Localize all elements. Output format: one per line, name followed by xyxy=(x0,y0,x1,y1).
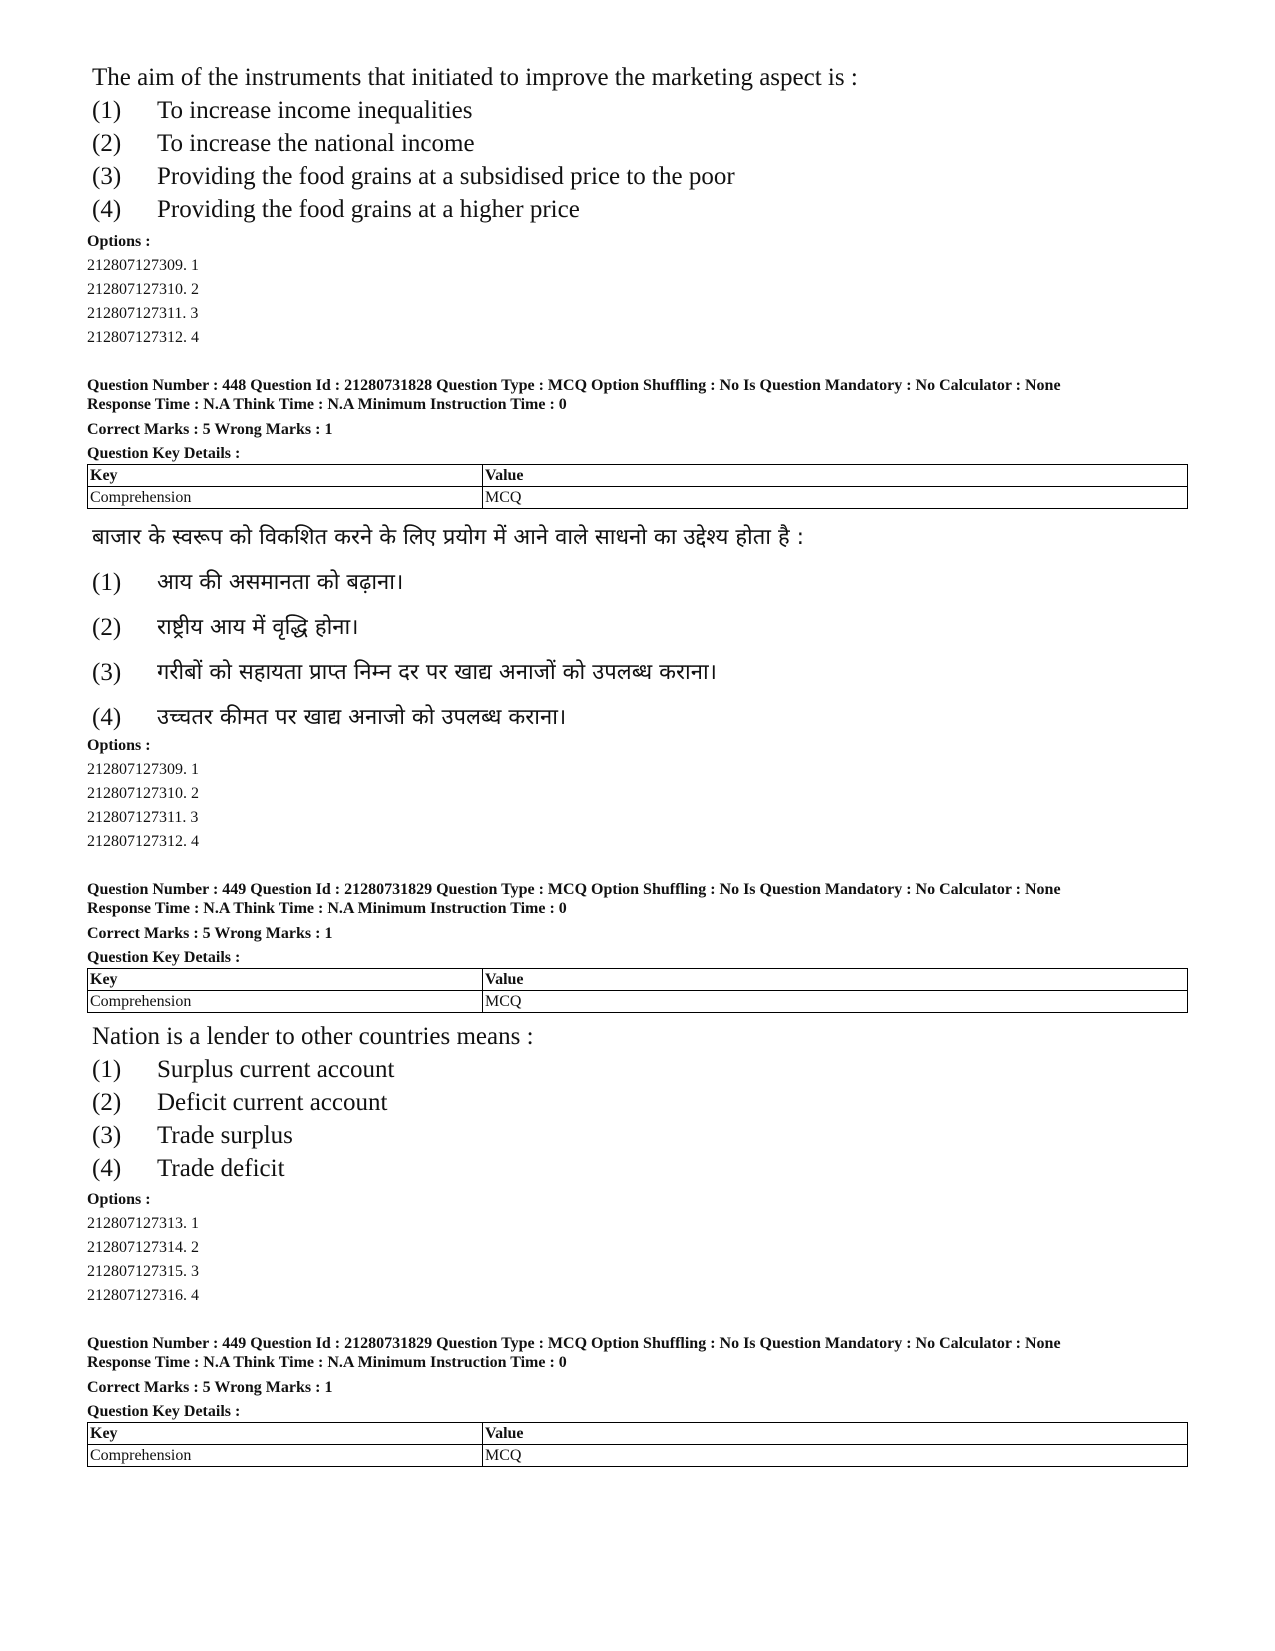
option-text: To increase income inequalities xyxy=(157,97,473,124)
option-id: 212807127309. 1 xyxy=(87,257,199,274)
option-text: Trade deficit xyxy=(157,1155,285,1182)
option-id: 212807127311. 3 xyxy=(87,809,199,826)
table-header-row xyxy=(88,1423,1188,1445)
answer-option xyxy=(92,193,1192,226)
table-header-key: Key xyxy=(88,465,483,487)
option-text: उच्चतर कीमत पर खाद्य अनाजो को उपलब्ध कराना। xyxy=(157,705,567,730)
marks-line: Correct Marks : 5 Wrong Marks : 1 xyxy=(87,925,333,942)
table-header-value: Value xyxy=(483,465,1188,487)
table-cell-value: MCQ xyxy=(483,487,1188,509)
option-text: Providing the food grains at a subsidised price to the poor xyxy=(157,163,735,190)
option-text: Surplus current account xyxy=(157,1056,395,1083)
key-details-table xyxy=(87,1422,1188,1467)
answer-option xyxy=(92,1053,1192,1086)
table-header-key: Key xyxy=(88,1423,483,1445)
option-number: (4) xyxy=(92,196,122,223)
table-cell-key: Comprehension xyxy=(88,991,483,1013)
option-number: (1) xyxy=(92,97,122,124)
option-number: (4) xyxy=(92,1155,122,1182)
question-text: The aim of the instruments that initiated to improve the marketing aspect is : xyxy=(92,64,858,91)
answer-option xyxy=(92,650,1192,695)
answer-option xyxy=(92,127,1192,160)
options-list xyxy=(87,1188,199,1308)
table-cell-key: Comprehension xyxy=(88,1445,483,1467)
option-text: To increase the national income xyxy=(157,130,475,157)
table-row xyxy=(88,487,1188,509)
question-block xyxy=(92,61,1192,226)
option-number: (2) xyxy=(92,614,122,641)
meta-line: Response Time : N.A Think Time : N.A Minimum Instruction Time : 0 xyxy=(87,396,567,413)
table-header-key: Key xyxy=(88,969,483,991)
marks-line: Correct Marks : 5 Wrong Marks : 1 xyxy=(87,1379,333,1396)
marks-line: Correct Marks : 5 Wrong Marks : 1 xyxy=(87,421,333,438)
option-number: (3) xyxy=(92,659,122,686)
option-number: (1) xyxy=(92,1056,122,1083)
option-text: आय की असमानता को बढ़ाना। xyxy=(157,570,404,595)
question-meta xyxy=(87,1334,1197,1424)
option-number: (3) xyxy=(92,1122,122,1149)
option-number: (4) xyxy=(92,704,122,731)
answer-option xyxy=(92,94,1192,127)
key-details-label: Question Key Details : xyxy=(87,445,241,462)
table-header-row xyxy=(88,465,1188,487)
table-row xyxy=(88,1445,1188,1467)
question-meta xyxy=(87,880,1197,970)
answer-option xyxy=(92,1119,1192,1152)
option-number: (3) xyxy=(92,163,122,190)
meta-line: Response Time : N.A Think Time : N.A Minimum Instruction Time : 0 xyxy=(87,900,567,917)
option-id: 212807127314. 2 xyxy=(87,1239,199,1256)
options-label: Options : xyxy=(87,1191,151,1208)
option-id: 212807127310. 2 xyxy=(87,281,199,298)
options-list xyxy=(87,230,199,350)
table-cell-key: Comprehension xyxy=(88,487,483,509)
question-text: बाजार के स्वरूप को विकशित करने के लिए प्रयोग में आने वाले साधनो का उद्देश्य होता है : xyxy=(92,525,805,550)
table-cell-value: MCQ xyxy=(483,991,1188,1013)
question-block xyxy=(92,1020,1192,1185)
question-meta xyxy=(87,376,1197,466)
option-id: 212807127313. 1 xyxy=(87,1215,199,1232)
options-label: Options : xyxy=(87,737,151,754)
option-text: राष्ट्रीय आय में वृद्धि होना। xyxy=(157,615,359,640)
option-id: 212807127312. 4 xyxy=(87,329,199,346)
table-header-value: Value xyxy=(483,969,1188,991)
option-text: Deficit current account xyxy=(157,1089,388,1116)
key-details-table xyxy=(87,968,1188,1013)
key-details-label: Question Key Details : xyxy=(87,1403,241,1420)
option-id: 212807127312. 4 xyxy=(87,833,199,850)
option-text: Trade surplus xyxy=(157,1122,293,1149)
table-cell-value: MCQ xyxy=(483,1445,1188,1467)
option-id: 212807127311. 3 xyxy=(87,305,199,322)
option-id: 212807127316. 4 xyxy=(87,1287,199,1304)
option-id: 212807127315. 3 xyxy=(87,1263,199,1280)
table-row xyxy=(88,991,1188,1013)
answer-option xyxy=(92,560,1192,605)
table-header-value: Value xyxy=(483,1423,1188,1445)
option-number: (2) xyxy=(92,130,122,157)
option-id: 212807127309. 1 xyxy=(87,761,199,778)
meta-line: Question Number : 448 Question Id : 21280731828 Question Type : MCQ Option Shuffling : No Is Question Mandatory : No Calculator : None xyxy=(87,377,1061,394)
table-header-row xyxy=(88,969,1188,991)
meta-line: Question Number : 449 Question Id : 21280731829 Question Type : MCQ Option Shuffling : No Is Question Mandatory : No Calculator : None xyxy=(87,1335,1061,1352)
options-list xyxy=(87,734,199,854)
answer-option xyxy=(92,160,1192,193)
option-text: Providing the food grains at a higher price xyxy=(157,196,580,223)
answer-option xyxy=(92,605,1192,650)
options-label: Options : xyxy=(87,233,151,250)
key-details-label: Question Key Details : xyxy=(87,949,241,966)
option-id: 212807127310. 2 xyxy=(87,785,199,802)
meta-line: Response Time : N.A Think Time : N.A Minimum Instruction Time : 0 xyxy=(87,1354,567,1371)
question-text: Nation is a lender to other countries means : xyxy=(92,1023,534,1050)
key-details-table xyxy=(87,464,1188,509)
option-number: (2) xyxy=(92,1089,122,1116)
option-text: गरीबों को सहायता प्राप्त निम्न दर पर खाद्य अनाजों को उपलब्ध कराना। xyxy=(157,660,717,685)
answer-option xyxy=(92,695,1192,740)
question-block-hindi xyxy=(92,520,1192,740)
answer-option xyxy=(92,1152,1192,1185)
meta-line: Question Number : 449 Question Id : 21280731829 Question Type : MCQ Option Shuffling : No Is Question Mandatory : No Calculator : None xyxy=(87,881,1061,898)
option-number: (1) xyxy=(92,569,122,596)
answer-option xyxy=(92,1086,1192,1119)
